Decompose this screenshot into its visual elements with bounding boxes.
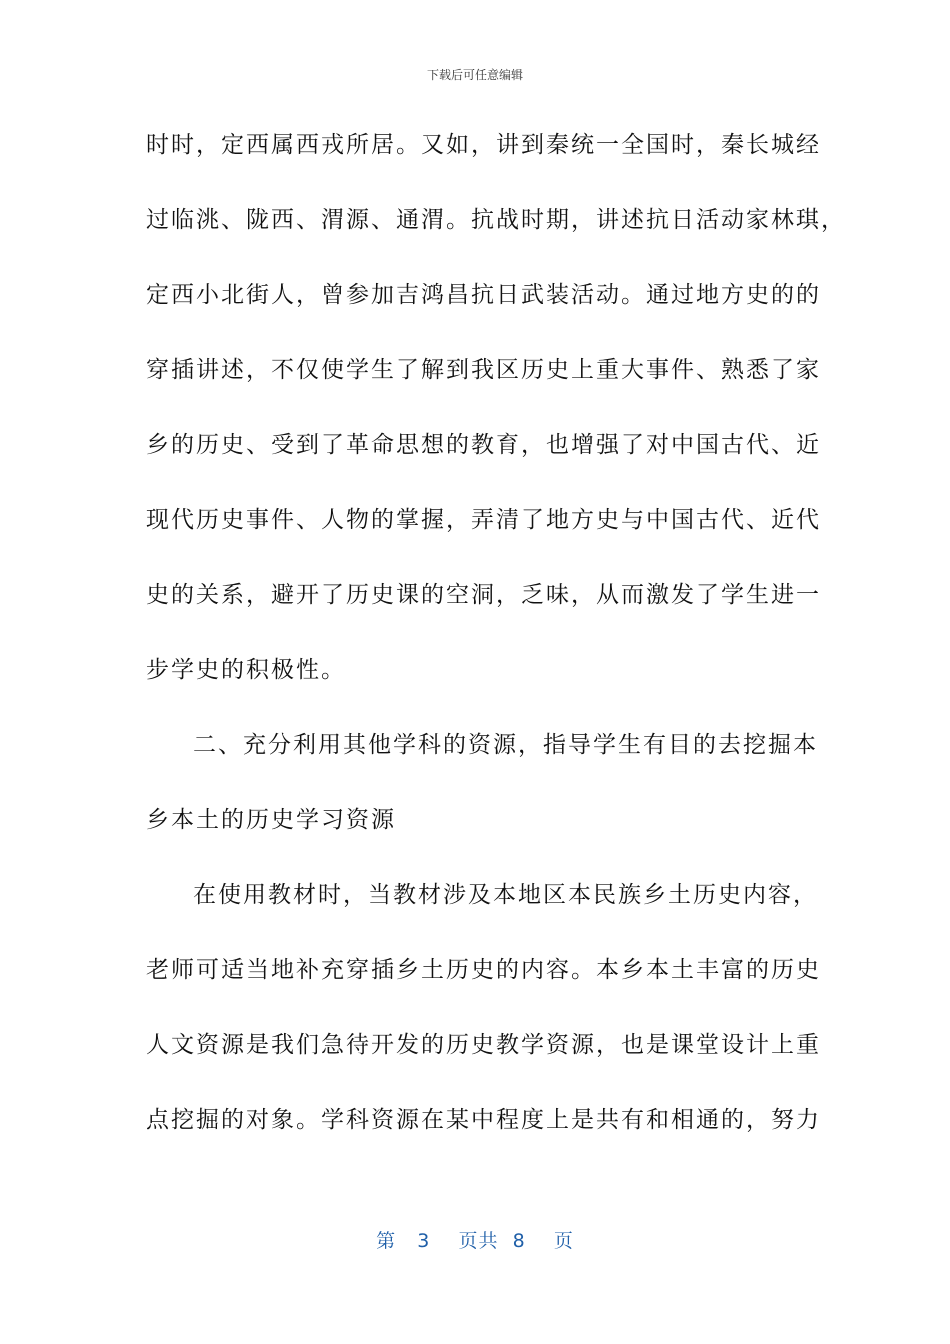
body-line: 穿插讲述，不仅使学生了解到我区历史上重大事件、熟悉了家 (146, 357, 821, 383)
section-heading-line: 乡本土的历史学习资源 (146, 807, 396, 833)
body-line: 人文资源是我们急待开发的历史教学资源，也是课堂设计上重 (146, 1032, 821, 1058)
body-line: 定西小北街人，曾参加吉鸿昌抗日武装活动。通过地方史的的 (146, 282, 821, 308)
body-line: 点挖掘的对象。学科资源在某中程度上是共有和相通的，努力 (146, 1107, 821, 1133)
footer-middle: 页共 (458, 1230, 499, 1252)
body-line: 时时，定西属西戎所居。又如，讲到秦统一全国时，秦长城经 (146, 132, 821, 158)
page-header: 下载后可任意编辑 (426, 68, 523, 82)
document-body (146, 124, 846, 1174)
body-line: 史的关系，避开了历史课的空洞，乏味，从而激发了学生进一 (146, 582, 821, 608)
footer-current-page: 3 (417, 1230, 431, 1252)
body-line: 过临洮、陇西、渭源、通渭。抗战时期，讲述抗日活动家林琪， (146, 207, 846, 233)
body-line: 乡的历史、受到了革命思想的教育，也增强了对中国古代、近 (146, 432, 821, 458)
footer-total-pages: 8 (512, 1230, 526, 1252)
footer-prefix: 第 (376, 1230, 397, 1252)
section-heading-line: 二、充分利用其他学科的资源，指导学生有目的去挖掘本 (193, 732, 818, 758)
body-line: 步学史的积极性。 (146, 657, 346, 683)
body-line: 现代历史事件、人物的掌握，弄清了地方史与中国古代、近代 (146, 507, 821, 533)
footer-suffix: 页 (553, 1230, 574, 1252)
body-line: 老师可适当地补充穿插乡土历史的内容。本乡本土丰富的历史 (146, 957, 821, 983)
page-footer (0, 1226, 950, 1253)
body-line: 在使用教材时，当教材涉及本地区本民族乡土历史内容， (193, 882, 818, 908)
